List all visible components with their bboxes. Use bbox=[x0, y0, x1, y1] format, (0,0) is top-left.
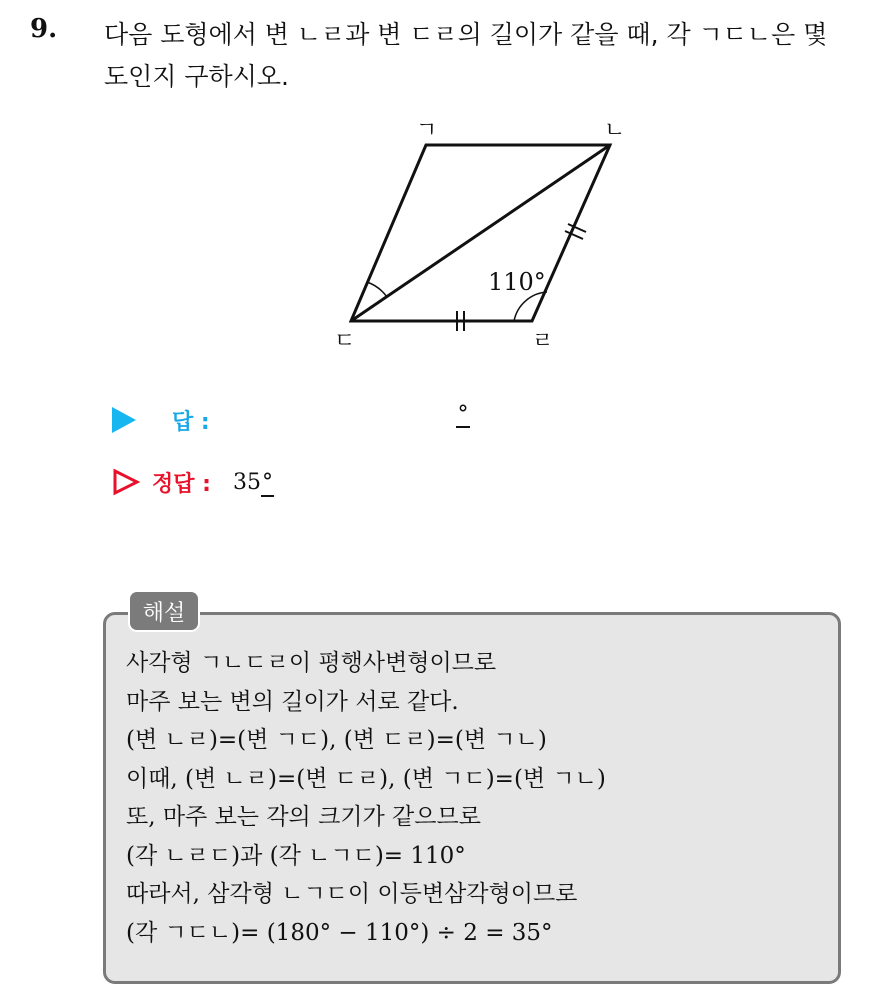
question-line-1: 다음 도형에서 변 ㄴㄹ과 변 ㄷㄹ의 길이가 같을 때, 각 ㄱㄷㄴ은 몇 bbox=[104, 20, 828, 49]
vertex-label-bottom-left: ㄷ bbox=[334, 329, 356, 354]
explanation-tab: 해설 bbox=[128, 590, 200, 632]
parallelogram-figure bbox=[320, 110, 626, 355]
explanation-line: (각 ㄱㄷㄴ)= (180° − 110°) ÷ 2 = 35° bbox=[126, 919, 553, 946]
correct-number: 35 bbox=[232, 469, 261, 495]
correct-value bbox=[233, 470, 274, 495]
hollow-arrow-icon bbox=[112, 468, 140, 496]
answer-row bbox=[112, 400, 210, 440]
answer-blank-unit: ° bbox=[457, 402, 469, 427]
explanation-text bbox=[126, 644, 606, 952]
correct-answer-row bbox=[112, 462, 274, 502]
explanation-line: 또, 마주 보는 각의 크기가 같으므로 bbox=[126, 804, 481, 830]
vertex-label-top-right: ㄴ bbox=[604, 118, 626, 143]
correct-label: 정답 : bbox=[152, 471, 211, 497]
explanation-line: 마주 보는 변의 길이가 서로 같다. bbox=[126, 688, 459, 715]
vertex-label-bottom-right: ㄹ bbox=[532, 329, 554, 354]
angle-arc-d bbox=[367, 282, 387, 297]
answer-label: 답 : bbox=[172, 409, 210, 435]
explanation-line: 따라서, 삼각형 ㄴㄱㄷ이 이등변삼각형이므로 bbox=[126, 881, 578, 907]
explanation-line: 사각형 ㄱㄴㄷㄹ이 평행사변형이므로 bbox=[126, 650, 497, 676]
correct-unit: ° bbox=[261, 469, 273, 495]
question-number: 9. bbox=[30, 14, 58, 44]
explanation-line: (변 ㄴㄹ)=(변 ㄱㄷ), (변 ㄷㄹ)=(변 ㄱㄴ) bbox=[126, 727, 547, 753]
question-line-2: 도인지 구하시오. bbox=[104, 62, 289, 91]
play-arrow-icon bbox=[112, 407, 136, 433]
question-text bbox=[104, 14, 874, 98]
explanation-line: 이때, (변 ㄴㄹ)=(변 ㄷㄹ), (변 ㄱㄷ)=(변 ㄱㄴ) bbox=[126, 765, 606, 792]
explanation-line: (각 ㄴㄹㄷ)과 (각 ㄴㄱㄷ)= 110° bbox=[126, 842, 466, 869]
vertex-label-top-left: ㄱ bbox=[416, 118, 438, 143]
angle-label: 110° bbox=[488, 268, 546, 296]
